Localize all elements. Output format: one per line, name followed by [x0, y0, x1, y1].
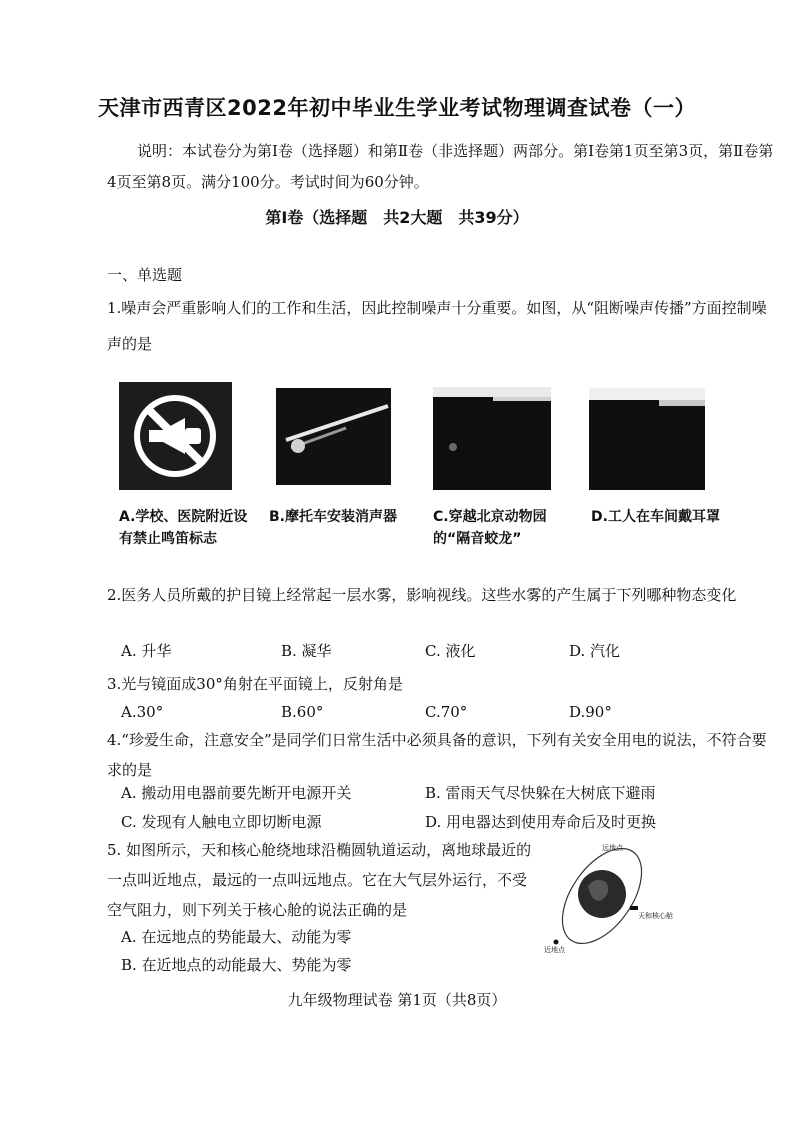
no-horn-icon	[119, 382, 232, 490]
question-5-option-a[interactable]: A. 在远地点的势能最大、动能为零	[121, 928, 352, 946]
motorcycle-muffler-image	[276, 388, 391, 485]
section-title: 第Ⅰ卷（选择题 共2大题 共39分）	[265, 208, 529, 227]
question-3-option-c[interactable]: C.70°	[425, 703, 468, 721]
spacecraft-label: 天和核心舱	[638, 912, 673, 920]
page-footer: 九年级物理试卷 第1页（共8页）	[287, 991, 507, 1009]
question-4-option-c[interactable]: C. 发现有人触电立即切断电源	[121, 813, 322, 831]
near-point-label: 近地点	[544, 946, 565, 954]
question-1-option-c[interactable]: C.穿越北京动物园的“隔音蛟龙”	[433, 509, 547, 547]
question-2-option-d[interactable]: D. 汽化	[569, 642, 621, 660]
question-4-option-b[interactable]: B. 雷雨天气尽快躲在大树底下避雨	[425, 784, 656, 802]
question-2-stem: 2.医务人员所戴的护目镜上经常起一层水雾，影响视线。这些水雾的产生属于下列哪种物态变化	[107, 586, 737, 604]
question-5-stem: 5. 如图所示，天和核心舱绕地球沿椭圆轨道运动，离地球最近的一点叫近地点，最远的一点叫远地点。它在大气层外运行，不受空气阻力，则下列关于核心舱的说法正确的是	[107, 841, 532, 919]
question-5-option-b[interactable]: B. 在近地点的动能最大、势能为零	[121, 956, 352, 974]
question-2-option-b[interactable]: B. 凝华	[281, 642, 332, 660]
part-heading: 一、单选题	[107, 266, 183, 284]
question-4-option-a[interactable]: A. 搬动用电器前要先断开电源开关	[121, 784, 352, 802]
exam-instructions: 说明：本试卷分为第Ⅰ卷（选择题）和第Ⅱ卷（非选择题）两部分。第Ⅰ卷第1页至第3页，第Ⅱ卷第4页至第8页。满分100分。考试时间为60分钟。	[107, 142, 774, 191]
question-1-option-a[interactable]: A.学校、医院附近设有禁止鸣笛标志	[119, 509, 248, 547]
exam-title: 天津市西青区2022年初中毕业生学业考试物理调查试卷（一）	[98, 96, 696, 120]
question-2-option-a[interactable]: A. 升华	[121, 642, 172, 660]
question-3-option-b[interactable]: B.60°	[281, 703, 324, 721]
question-1-option-d[interactable]: D.工人在车间戴耳罩	[591, 509, 720, 525]
sound-barrier-tunnel-image	[433, 387, 551, 490]
question-1-stem: 1.噪声会严重影响人们的工作和生活，因此控制噪声十分重要。如图，从“阻断噪声传播”方面控制噪声的是	[107, 299, 767, 353]
orbit-diagram	[540, 836, 690, 956]
factory-earmuff-image	[589, 388, 705, 490]
question-4-stem: 4.“珍爱生命，注意安全”是同学们日常生活中必须具备的意识，下列有关安全用电的说法，不符合要求的是	[107, 731, 767, 779]
no-honking-sign-image	[119, 382, 232, 490]
question-2-option-c[interactable]: C. 液化	[425, 642, 476, 660]
question-3-option-a[interactable]: A.30°	[121, 703, 164, 721]
question-3-option-d[interactable]: D.90°	[569, 703, 612, 721]
question-1-option-b[interactable]: B.摩托车安装消声器	[269, 509, 397, 525]
question-4-option-d[interactable]: D. 用电器达到使用寿命后及时更换	[425, 813, 657, 831]
question-3-stem: 3.光与镜面成30°角射在平面镜上，反射角是	[107, 675, 403, 693]
earth-orbit-icon	[540, 836, 690, 956]
far-point-label: 远地点	[602, 844, 623, 852]
